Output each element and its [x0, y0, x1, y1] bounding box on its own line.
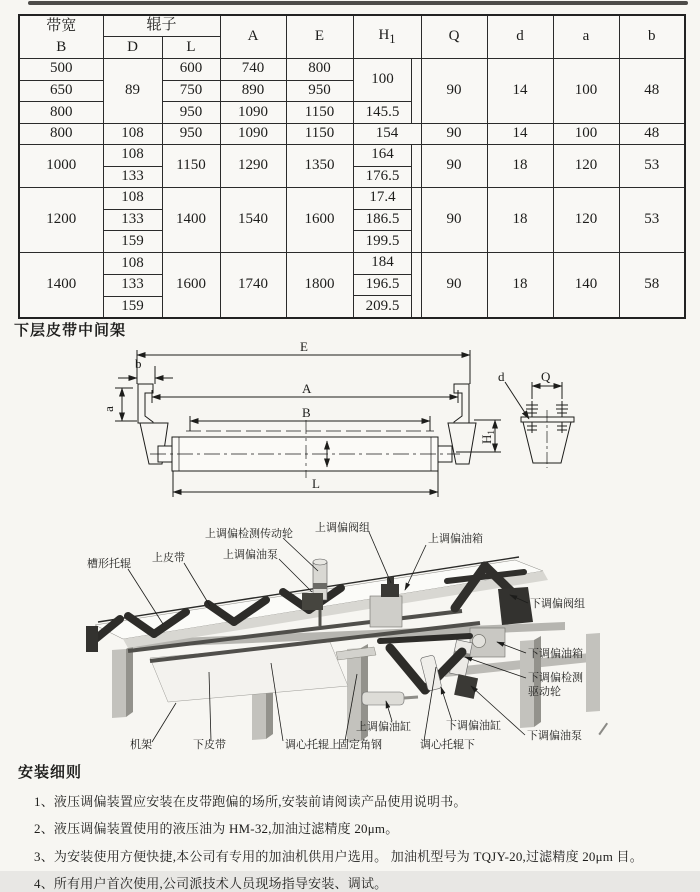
cell: 90	[421, 188, 487, 253]
callout-frame: 机架	[130, 739, 152, 751]
dim-L	[173, 471, 438, 497]
cell-h1-group	[353, 59, 421, 124]
lower-tank-assembly	[470, 628, 505, 657]
cell: 176.5	[354, 166, 413, 188]
header-roller: 辊子	[103, 15, 220, 37]
cell: 108	[103, 253, 162, 275]
cell: 133	[103, 209, 162, 231]
conveyor-illustration	[0, 515, 700, 765]
table-row	[19, 124, 685, 145]
cell: 90	[421, 253, 487, 319]
cell: 1290	[220, 145, 286, 188]
header-A: A	[220, 15, 286, 59]
cell: 600	[162, 59, 220, 81]
lower-valve-bracket	[498, 587, 533, 625]
header-d: d	[487, 15, 553, 59]
table-row	[19, 188, 685, 210]
label-Q: Q	[541, 369, 551, 384]
cell: 53	[619, 188, 685, 253]
cell: 154	[353, 124, 421, 145]
callout-lower-detect-line2: 驱动轮	[528, 686, 561, 698]
cell: 186.5	[354, 209, 413, 231]
cell: 48	[619, 59, 685, 124]
dim-d-leader	[505, 382, 529, 419]
header-b: b	[619, 15, 685, 59]
cell: 1740	[220, 253, 286, 319]
cell: 159	[103, 231, 162, 253]
cell: 140	[553, 253, 619, 319]
cell: 89	[103, 59, 162, 124]
header-bandwidth-cn: 带宽	[46, 17, 77, 34]
cell: 90	[421, 145, 487, 188]
cell: 650	[19, 80, 103, 102]
label-L: L	[312, 476, 320, 491]
cell: 90	[421, 124, 487, 145]
callout-upper-belt: 上皮带	[152, 552, 185, 564]
cell: 500	[19, 59, 103, 81]
frame-leg	[112, 645, 133, 718]
cell: 1090	[220, 102, 286, 124]
callout-align-roller-up: 调心托辊上	[285, 739, 340, 751]
cell: 950	[162, 124, 220, 145]
cell: 108	[103, 188, 162, 210]
cell: 100	[553, 59, 619, 124]
cell: 14	[487, 124, 553, 145]
label-b: b	[135, 356, 142, 371]
cell: 740	[220, 59, 286, 81]
cell-h1-group	[353, 253, 421, 319]
cell: 196.5	[354, 274, 413, 296]
bracket-end-view	[505, 382, 574, 468]
table-row	[19, 253, 685, 275]
cell: 120	[553, 188, 619, 253]
cell: 90	[421, 59, 487, 124]
upper-cylinder	[362, 692, 418, 705]
callout-lower-valve: 下调偏阀组	[530, 598, 585, 610]
callout-upper-wheel: 上调偏检测传动轮	[205, 528, 293, 540]
callout-upper-pump: 上调偏油泵	[223, 549, 278, 561]
install-item-4: 4、所有用户首次使用,公司派技术人员现场指导安装、调试。	[34, 876, 388, 891]
callout-align-roller-down: 调心托辊下	[420, 739, 475, 751]
header-E: E	[286, 15, 353, 59]
cell: 17.4	[354, 188, 413, 209]
callout-upper-valve: 上调偏阀组	[315, 522, 370, 534]
callout-upper-cylinder: 上调偏油缸	[356, 721, 411, 733]
label-B: B	[302, 405, 311, 420]
cell: 159	[103, 296, 162, 318]
dim-b	[118, 366, 173, 384]
cell: 800	[19, 102, 103, 124]
cell: 53	[619, 145, 685, 188]
header-roller-L: L	[162, 37, 220, 59]
cell: 18	[487, 188, 553, 253]
header-bandwidth	[19, 15, 103, 59]
dim-E	[137, 350, 470, 384]
cell: 48	[619, 124, 685, 145]
dim-Q	[532, 382, 562, 399]
section-title-middle-frame: 下层皮带中间架	[14, 322, 127, 339]
cell: 133	[103, 166, 162, 188]
cell: 145.5	[354, 101, 413, 123]
header-Q: Q	[421, 15, 487, 59]
spec-table-wrap	[18, 14, 686, 319]
label-E: E	[300, 339, 308, 354]
cell: 1150	[286, 102, 353, 124]
cell-h1-group	[353, 145, 421, 188]
cell: 800	[19, 124, 103, 145]
header-bandwidth-b: B	[56, 38, 67, 55]
cell: 890	[220, 80, 286, 102]
install-item-2: 2、液压调偏装置使用的液压油为 HM-32,加油过滤精度 20μm。	[34, 821, 399, 836]
cell: 14	[487, 59, 553, 124]
header-roller-D: D	[103, 37, 162, 59]
cell: 1600	[162, 253, 220, 319]
cell: 100	[553, 124, 619, 145]
install-item-3: 3、为安装使用方便快捷,本公司有专用的加油机供用户选用。 加油机型号为 TQJY-20,过滤精度 20μm 目。	[34, 848, 643, 864]
cell: 184	[354, 253, 413, 274]
install-item-1: 1、液压调偏装置应安装在皮带跑偏的场所,安装前请阅读产品使用说明书。	[34, 793, 467, 809]
label-A: A	[302, 381, 312, 396]
cell: 1150	[162, 145, 220, 188]
label-d: d	[498, 369, 505, 384]
callout-trough-roller: 槽形托辊	[87, 558, 131, 570]
callout-angle-steel: 固定角钢	[338, 739, 382, 751]
dim-a	[115, 388, 137, 421]
table-row	[19, 145, 685, 167]
cell: 18	[487, 253, 553, 319]
scan-edge-artifact	[28, 1, 688, 5]
cell: 18	[487, 145, 553, 188]
label-a: a	[101, 406, 116, 412]
cell: 1400	[162, 188, 220, 253]
cell-h1-group	[353, 188, 421, 253]
spec-table	[18, 14, 686, 319]
cell: 100	[354, 59, 413, 101]
lower-pump-body	[454, 674, 478, 699]
cell: 133	[103, 274, 162, 296]
install-title: 安装细则	[18, 764, 83, 781]
cell: 1400	[19, 253, 103, 319]
cell: 950	[162, 102, 220, 124]
cell: 1090	[220, 124, 286, 145]
cell: 1800	[286, 253, 353, 319]
install-section	[18, 761, 696, 892]
cell: 800	[286, 59, 353, 81]
cell: 108	[103, 145, 162, 167]
label-H1: $H_1$	[479, 430, 496, 444]
callout-upper-tank: 上调偏油箱	[428, 533, 483, 545]
cell: 1150	[286, 124, 353, 145]
upper-pump-body	[302, 593, 323, 610]
cell: 1600	[286, 188, 353, 253]
cell: 750	[162, 80, 220, 102]
cell: 199.5	[354, 230, 413, 252]
callout-lower-detect-line1: 下调偏检测	[528, 672, 583, 684]
cell: 209.5	[354, 295, 413, 317]
header-H1: $H_1$	[353, 15, 421, 59]
dimension-drawing	[0, 335, 700, 515]
cell: 1350	[286, 145, 353, 188]
cell: 120	[553, 145, 619, 188]
cell: 164	[354, 145, 413, 166]
cell: 1200	[19, 188, 103, 253]
roller	[150, 420, 460, 478]
callout-lower-tank: 下调偏油箱	[528, 648, 583, 660]
cell: 950	[286, 80, 353, 102]
cell: 108	[103, 124, 162, 145]
callout-lower-cylinder: 下调偏油缸	[446, 720, 501, 732]
header-a: a	[553, 15, 619, 59]
callout-lower-pump: 下调偏油泵	[527, 730, 582, 742]
frame-leg	[586, 633, 600, 712]
cell: 1540	[220, 188, 286, 253]
cell: 1000	[19, 145, 103, 188]
cell: 58	[619, 253, 685, 319]
callout-lower-belt: 下皮带	[193, 739, 226, 751]
table-row	[19, 59, 685, 81]
